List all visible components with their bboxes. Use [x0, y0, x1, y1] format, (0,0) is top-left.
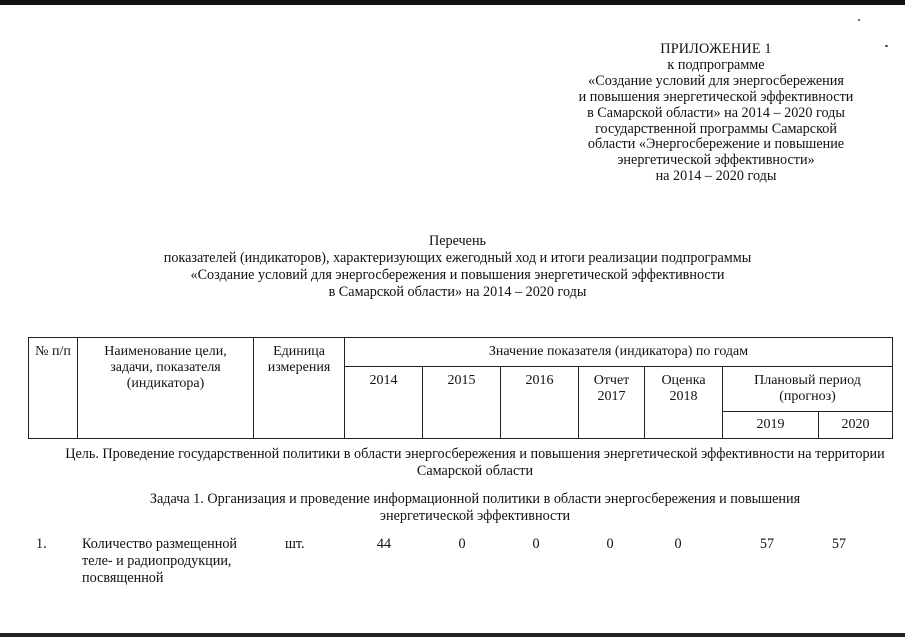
plan-year-header: 2020 — [819, 412, 893, 439]
appendix-line: и повышения энергетической эффективности — [578, 88, 854, 105]
col-header-unit: Единица измерения — [254, 338, 345, 439]
year-header: 2016 — [501, 367, 579, 439]
appendix-line: к подпрограмме — [667, 56, 765, 73]
appendix-line: в Самарской области» на 2014 – 2020 годы — [587, 104, 845, 121]
appendix-line: на 2014 – 2020 годы — [655, 168, 777, 185]
scan-speck — [858, 19, 860, 21]
col-header-no: № п/п — [29, 338, 78, 439]
appendix-line: области «Энергосбережение и повышение — [587, 136, 845, 153]
scan-edge-bottom — [0, 633, 905, 637]
scan-edge-top — [0, 0, 905, 5]
row-value: 44 — [376, 536, 392, 552]
row-value: 0 — [606, 536, 614, 552]
plan-period-header: Плановый период (прогноз) — [723, 367, 893, 412]
row-value: 0 — [458, 536, 466, 552]
row-value: 57 — [831, 536, 847, 552]
year-header: Отчет 2017 — [579, 367, 645, 439]
goal-text: Цель. Проведение государственной политики в области энергосбережения и повышения энергетической эффективности на территории Самарской области — [65, 446, 885, 479]
row-value: 57 — [759, 536, 775, 552]
year-header: 2014 — [345, 367, 423, 439]
appendix-block — [551, 42, 881, 185]
row-value: 0 — [532, 536, 540, 552]
title-line: показателей (индикаторов), характеризующих ежегодный ход и итоги реализации подпрограммы — [163, 250, 752, 266]
title-line: в Самарской области» на 2014 – 2020 годы — [328, 284, 587, 300]
col-header-values: Значение показателя (индикатора) по годам — [345, 338, 893, 367]
col-header-name: Наименование цели, задачи, показателя (индикатора) — [78, 338, 254, 439]
year-header: Оценка 2018 — [645, 367, 723, 439]
indicators-table-header — [28, 337, 893, 439]
scan-speck — [885, 45, 888, 47]
appendix-heading: ПРИЛОЖЕНИЕ 1 — [660, 41, 772, 57]
title-line: Перечень — [428, 233, 487, 249]
year-header: 2015 — [423, 367, 501, 439]
row-number: 1. — [36, 536, 47, 552]
row-name: Количество размещенной теле- и радиопродукции, посвященной — [82, 536, 238, 586]
row-unit: шт. — [285, 536, 305, 552]
document-title — [100, 233, 815, 301]
appendix-line: государственной программы Самарской — [595, 120, 837, 137]
title-line: «Создание условий для энергосбережения и повышения энергетической эффективности — [190, 267, 725, 283]
appendix-line: «Создание условий для энергосбережения — [588, 72, 844, 89]
appendix-line: энергетической эффективности» — [617, 152, 815, 169]
plan-year-header: 2019 — [723, 412, 819, 439]
task-text: Задача 1. Организация и проведение информационной политики в области энергосбережения и повышения энергетической эффективности — [149, 491, 801, 524]
row-value: 0 — [674, 536, 682, 552]
